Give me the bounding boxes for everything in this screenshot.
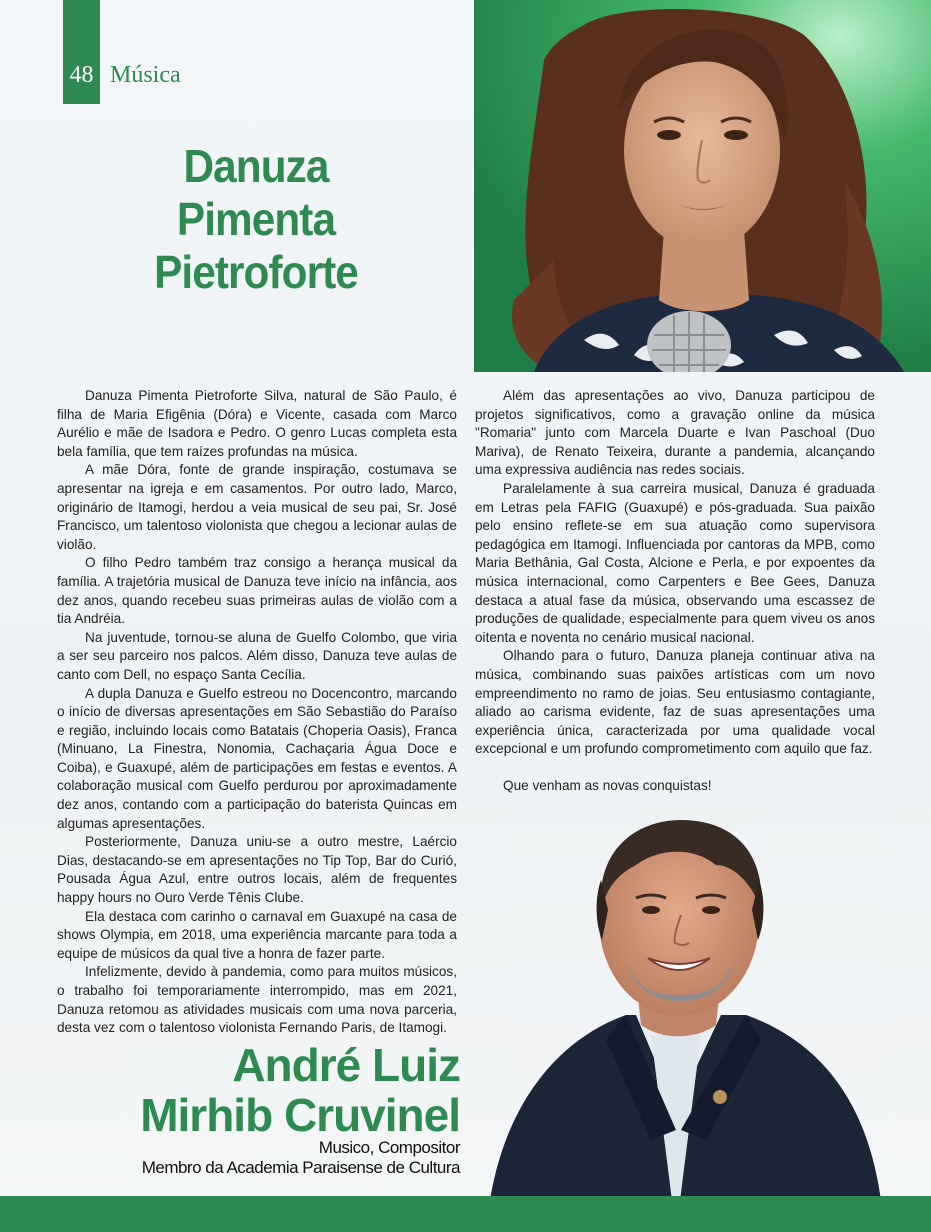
paragraph: Além das apresentações ao vivo, Danuza participou de projetos significativos, como a gravação online da música "Romaria" junto com Marcela Duarte e Ivan Paschoal (Duo Mariva), de Renato Teixeira, durante a pandemia, alcançando uma expressiva audiência nas redes sociais. (475, 388, 875, 478)
paragraph: Paralelamente à sua carreira musical, Danuza é graduada em Letras pela FAFIG (Guaxupé) e pós-graduada. Sua paixão pelo ensino reflete-se em sua atuação como supervisora pedagógica em Itamogi. Influenciada por cantoras da MPB, como Maria Bethânia, Gal Costa, Alcione e Perla, e por expoentes da música internacional, como Carpenters e Bee Gees, Danuza destaca a atual fase da música, observando uma escassez de produções de qualidade, especialmente para quem viveu os anos oitenta e noventa no cenário musical nacional. (475, 480, 875, 645)
title-line: Pietroforte (154, 246, 358, 298)
paragraph: O filho Pedro também traz consigo a herança musical da família. A trajetória musical de Danuza teve início na infância, aos dez anos, quando recebeu suas primeiras aulas de violão com a tia Andréia. (57, 555, 457, 627)
title-line: Pimenta (176, 193, 336, 245)
footer-bar (0, 1196, 931, 1232)
title-line: Danuza (183, 140, 329, 192)
article-title (112, 140, 399, 299)
section-title: Música (110, 62, 181, 88)
author-role-line: Musico, Compositor (318, 1138, 460, 1157)
author-name (140, 1040, 460, 1140)
author-role (100, 1138, 460, 1178)
spacer (475, 759, 875, 778)
paragraph: A dupla Danuza e Guelfo estreou no Docencontro, marcando o início de diversas apresentações em São Sebastião do Paraíso e região, incluindo locais como Batatais (Choperia Oasis), Franca (Minuano, La Finestra, Nonomia, Cachaçaria Água Doce e Coiba), e Guaxupé, além de participações em festas e eventos. A colaboração musical com Guelfo perdurou por aproximadamente dez anos, contando com a participação do baterista Quincas em algumas apresentações. (57, 685, 457, 831)
closing-line: Que venham as novas conquistas! (503, 778, 712, 794)
paragraph: Posteriormente, Danuza uniu-se a outro mestre, Laércio Dias, destacando-se em apresentações no Tip Top, Bar do Curió, Pousada Água Azul, entre outros locais, além de frequentes happy hours no Ouro Verde Tênis Clube. (57, 834, 457, 906)
paragraph: Danuza Pimenta Pietroforte Silva, natural de São Paulo, é filha de Maria Efigênia (Dóra) e Vicente, casada com Marco Aurélio e mãe de Isadora e Pedro. O genro Lucas completa esta bela família, que tem raízes profundas na música. (57, 388, 457, 459)
paragraph: Olhando para o futuro, Danuza planeja continuar ativa na música, combinando suas paixões artísticas com um novo empreendimento no ramo de joias. Seu entusiasmo contagiante, aliado ao carisma evidente, faz de suas apresentações uma experiência única, caracterizada por uma qualidade vocal excepcional e um profundo comprometimento com aquilo que faz. (475, 648, 875, 757)
author-photo (476, 810, 884, 1232)
paragraph: Ela destaca com carinho o carnaval em Guaxupé na casa de shows Olympia, em 2018, uma experiência marcante para toda a equipe de músicos da qual tive a honra de fazer parte. (57, 908, 457, 961)
page-number: 48 (69, 62, 94, 88)
author-portrait-illustration (476, 810, 884, 1232)
paragraph: A mãe Dóra, fonte de grande inspiração, costumava se apresentar na igreja e em casamentos. Por outro lado, Marco, originário de Itamogi, herdou a veia musical de seu pai, Sr. José Francisco, um talentoso violonista que chegou a lecionar aulas de violão. (57, 462, 457, 552)
article-left-column (57, 387, 457, 1038)
author-name-line: Mirhib Cruvinel (140, 1089, 460, 1141)
paragraph: Infelizmente, devido à pandemia, como para muitos músicos, o trabalho foi temporariamente interrompido, mas em 2021, Danuza retomou as atividades musicais com uma nova parceria, desta vez com o talentoso violonista Fernando Paris, de Itamogi. (57, 964, 457, 1036)
portrait-illustration (474, 0, 931, 372)
author-role-line: Membro da Academia Paraisense de Cultura (141, 1158, 460, 1177)
author-name-line: André Luiz (232, 1039, 460, 1091)
danuza-photo (474, 0, 931, 372)
article-right-column (475, 387, 875, 796)
paragraph: Na juventude, tornou-se aluna de Guelfo Colombo, que viria a ser seu parceiro nos palcos. Além disso, Danuza teve aulas de canto com Dell, no espaço Santa Cecília. (57, 629, 457, 682)
